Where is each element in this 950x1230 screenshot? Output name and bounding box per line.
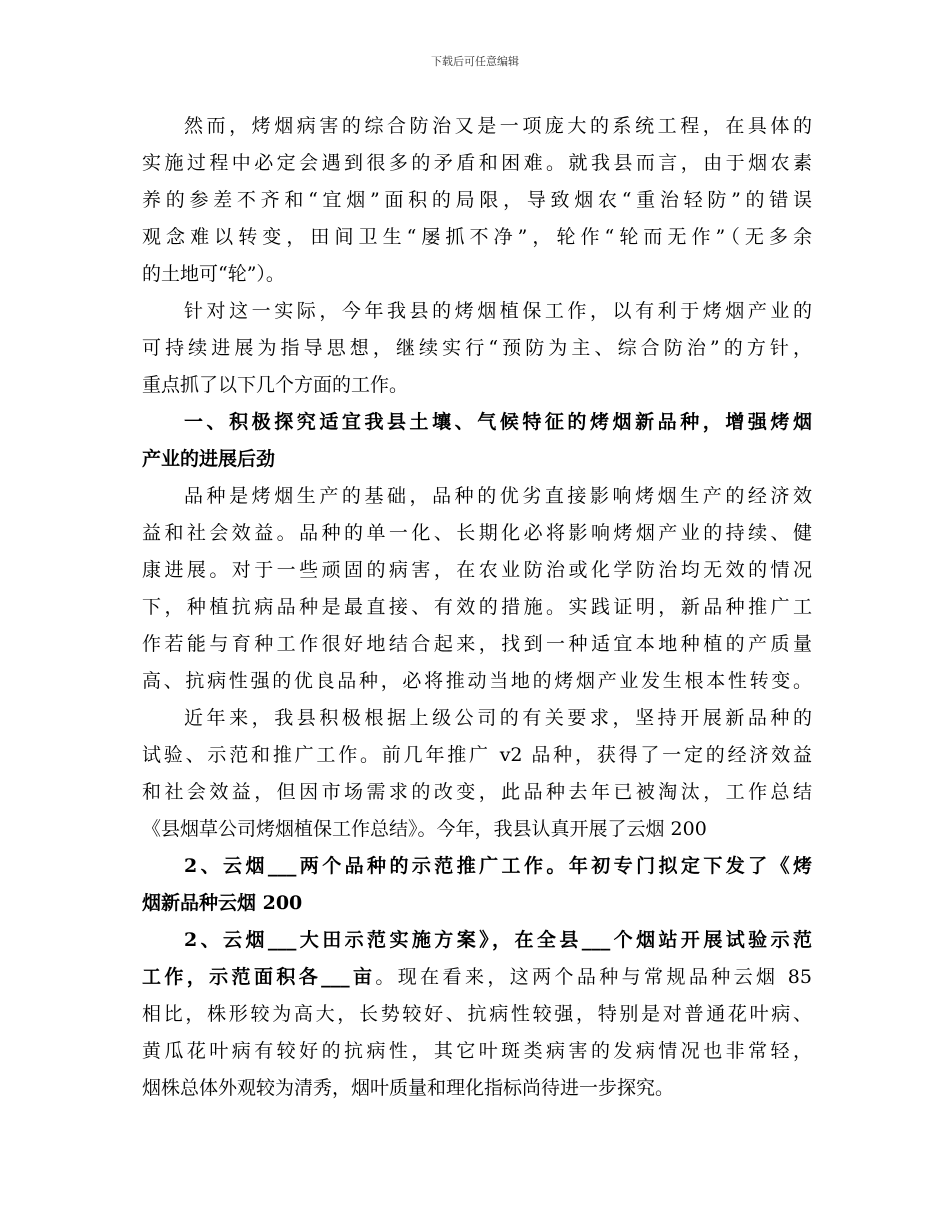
text-line: 下，种植抗病品种是最直接、有效的措施。实践证明，新品种推广工	[142, 596, 812, 618]
text-line: 可持续进展为指导思想，继续实行“预防为主、综合防治”的方针，	[142, 337, 812, 359]
text-line: 黄瓜花叶病有较好的抗病性，其它叶斑类病害的发病情况也非常轻，	[142, 1040, 812, 1062]
text-line: 针对这一实际，今年我县的烤烟植保工作，以有利于烤烟产业的	[184, 300, 812, 322]
text-line: 相比，株形较为高大，长势较好、抗病性较强，特别是对普通花叶病、	[142, 1003, 812, 1025]
text-line: 实施过程中必定会遇到很多的矛盾和困难。就我县而言，由于烟农素	[142, 152, 812, 174]
text-line: 高、抗病性强的优良品种，必将推动当地的烤烟产业发生根本性转变。	[142, 670, 812, 692]
text-line: 作若能与育种工作很好地结合起来，找到一种适宜本地种植的产质量	[142, 633, 812, 655]
text-line: 一、积极探究适宜我县土壤、气候特征的烤烟新品种，增强烤烟	[184, 411, 812, 433]
text-line: 烟新品种云烟 200	[142, 892, 303, 914]
text-line: 《县烟草公司烤烟植保工作总结》。今年，我县认真开展了云烟 200	[142, 818, 707, 840]
text-line: 试验、示范和推广工作。前几年推广 v2 品种，获得了一定的经济效益	[142, 744, 812, 766]
text-line: 和社会效益，但因市场需求的改变，此品种去年已被淘汰，工作总结	[142, 781, 812, 803]
text-line: 观念难以转变，田间卫生“屡抓不净”，轮作“轮而无作”（无多余	[142, 226, 812, 248]
text-line: 2、云烟___大田示范实施方案》，在全县___个烟站开展试验示范	[184, 929, 812, 951]
document-body	[142, 108, 812, 1107]
page-header: 下载后可任意编辑	[431, 55, 519, 68]
bold-span: 工作，示范面积各___亩	[142, 966, 376, 988]
text-line: 重点抓了以下几个方面的工作。	[142, 374, 409, 396]
text-line: 产业的进展后劲	[142, 448, 276, 470]
text-line	[142, 959, 812, 996]
text-line: 康进展。对于一些顽固的病害，在农业防治或化学防治均无效的情况	[142, 559, 812, 581]
regular-span: 。现在看来，这两个品种与常规品种云烟 85	[375, 966, 812, 988]
text-line: 的土地可“轮”）。	[142, 263, 285, 285]
text-line: 2、云烟___两个品种的示范推广工作。年初专门拟定下发了《烤	[184, 855, 812, 877]
text-line: 近年来，我县积极根据上级公司的有关要求，坚持开展新品种的	[184, 707, 812, 729]
text-line: 益和社会效益。品种的单一化、长期化必将影响烤烟产业的持续、健	[142, 522, 812, 544]
text-line: 然而，烤烟病害的综合防治又是一项庞大的系统工程，在具体的	[184, 115, 812, 137]
text-line: 养的参差不齐和“宜烟”面积的局限，导致烟农“重治轻防”的错误	[142, 189, 812, 211]
text-line: 品种是烤烟生产的基础，品种的优劣直接影响烤烟生产的经济效	[184, 485, 812, 507]
text-line: 烟株总体外观较为清秀，烟叶质量和理化指标尚待进一步探究。	[142, 1077, 675, 1099]
